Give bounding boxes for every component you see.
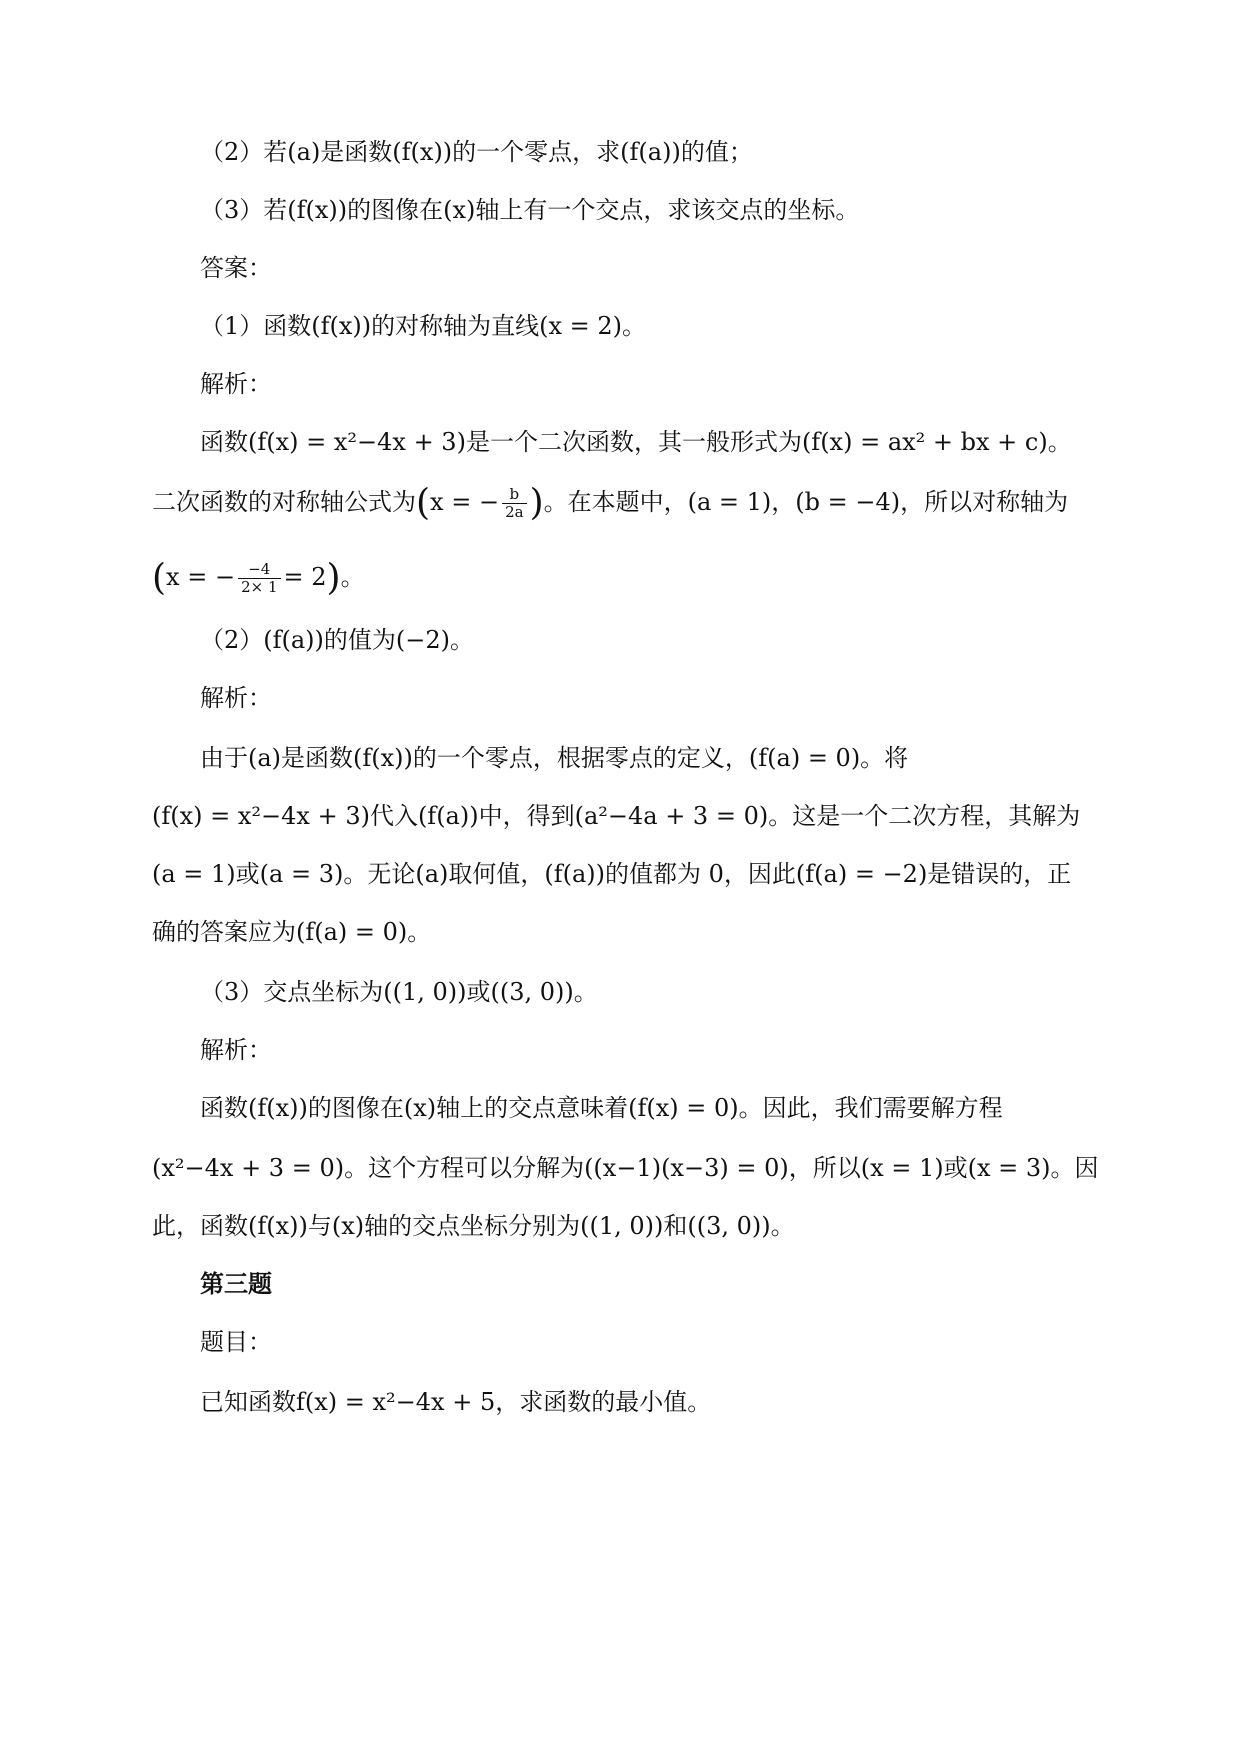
answer-label: 答案： [200,254,272,282]
analysis-label-2: 解析： [200,684,272,712]
question-3-text: 已知函数f(x) = x²−4x + 5，求函数的最小值。 [200,1388,712,1416]
analysis-3-line-2: (x²−4x + 3 = 0)。这个方程可以分解为((x−1)(x−3) = 0)，所以(x = 1)或(x = 3)。因 [152,1154,1099,1182]
analysis-1-line-1: 函数(f(x) = x²−4x + 3)是一个二次函数，其一般形式为(f(x) = ax² + bx + c)。 [200,428,1072,456]
section-heading-question-3: 第三题 [200,1270,272,1298]
formula-axis-x: x = − [430,488,500,516]
question-part-3: （3）若(f(x))的图像在(x)轴上有一个交点，求该交点的坐标。 [200,196,860,224]
analysis-1-line-3: (x = − $\frac{-4}{2\times 1}$ = 2)。 [152,557,365,599]
fraction-b-over-2a: $\frac{b}{2a}$ [502,486,527,521]
analysis-1-line-2-text: 二次函数的对称轴公式为 [152,488,416,516]
answer-part-1: （1）函数(f(x))的对称轴为直线(x = 2)。 [200,312,647,340]
analysis-2-line-4: 确的答案应为(f(a) = 0)。 [152,918,432,946]
analysis-2-line-3: (a = 1)或(a = 3)。无论(a)取何值，(f(a))的值都为 0，因此(f(a) = −2)是错误的，正 [152,860,1072,888]
question-part-2: （2）若(a)是函数(f(x))的一个零点，求(f(a))的值； [200,138,753,166]
formula-equals-2: = 2 [283,563,327,591]
analysis-3-line-1: 函数(f(x))的图像在(x)轴上的交点意味着(f(x) = 0)。因此，我们需要解方程 [200,1094,1003,1122]
answer-part-3: （3）交点坐标为((1, 0))或((3, 0))。 [200,978,598,1006]
analysis-2-line-2: (f(x) = x²−4x + 3)代入(f(a))中，得到(a²−4a + 3 = 0)。这是一个二次方程，其解为 [152,802,1081,830]
analysis-1-line-2-rest: 。在本题中，(a = 1)，(b = −4)，所以对称轴为 [543,488,1069,516]
answer-part-2: （2）(f(a))的值为(−2)。 [200,626,475,654]
analysis-1-line-2: 二次函数的对称轴公式为(x = − $\frac{b}{2a}$ )。在本题中，(a = 1)，(b = −4)，所以对称轴为 [152,482,1069,524]
topic-label: 题目： [200,1328,272,1356]
analysis-label-1: 解析： [200,370,272,398]
analysis-2-line-1: 由于(a)是函数(f(x))的一个零点，根据零点的定义，(f(a) = 0)。将 [200,744,909,772]
fraction-neg4-over-2x1: $\frac{-4}{2\times 1}$ [238,561,280,596]
analysis-label-3: 解析： [200,1036,272,1064]
formula-axis-x2: x = − [166,563,236,591]
analysis-3-line-3: 此，函数(f(x))与(x)轴的交点坐标分别为((1, 0))和((3, 0))。 [152,1212,795,1240]
